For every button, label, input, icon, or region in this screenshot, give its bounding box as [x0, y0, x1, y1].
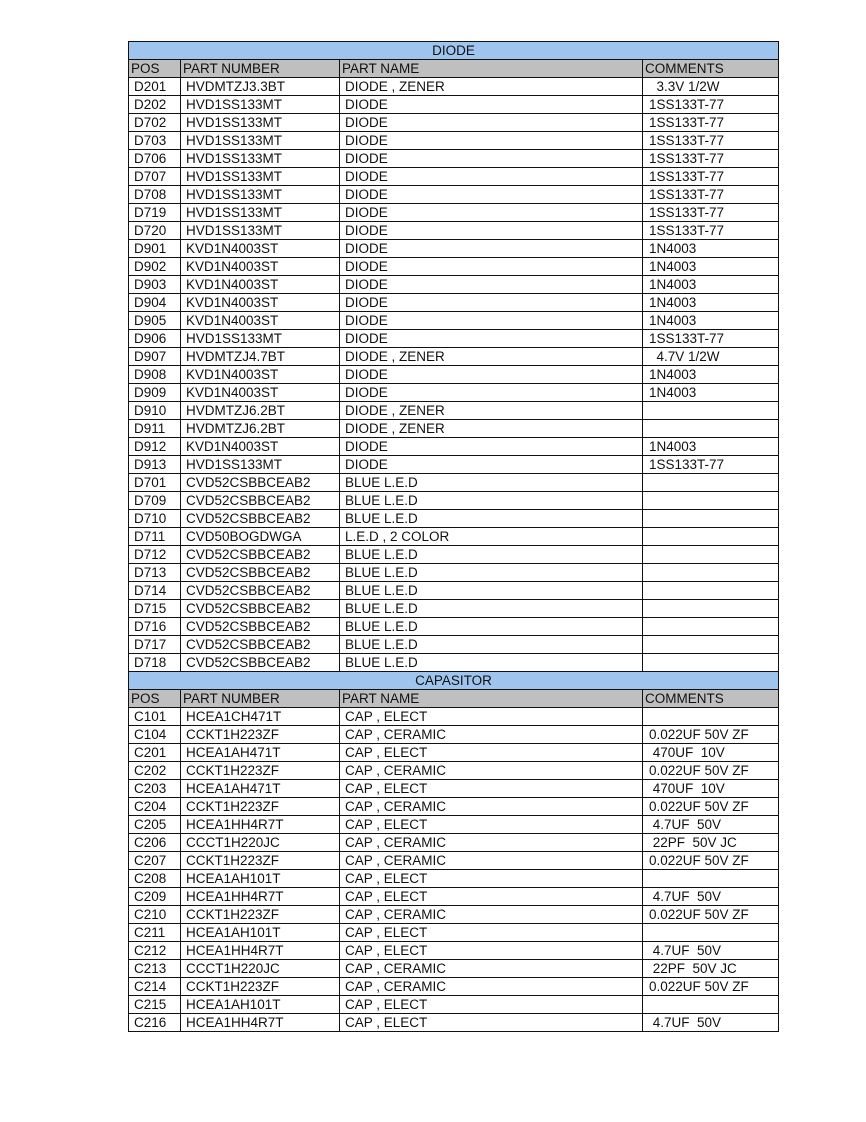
comments-cell: 1SS133T-77	[643, 222, 779, 240]
part-name-cell: BLUE L.E.D	[340, 618, 643, 636]
table-row	[129, 78, 779, 96]
part-number-cell: HCEA1AH101T	[181, 924, 340, 942]
table-row	[129, 618, 779, 636]
pos-cell: D710	[129, 510, 181, 528]
comments-cell: 0.022UF 50V ZF	[643, 852, 779, 870]
table-row	[129, 708, 779, 726]
pos-cell: D714	[129, 582, 181, 600]
part-number-cell: HVDMTZJ3.3BT	[181, 78, 340, 96]
pos-cell: D703	[129, 132, 181, 150]
pos-cell: C201	[129, 744, 181, 762]
pos-cell: C210	[129, 906, 181, 924]
part-number-cell: CVD52CSBBCEAB2	[181, 510, 340, 528]
part-number-cell: HCEA1AH101T	[181, 996, 340, 1014]
pos-cell: C101	[129, 708, 181, 726]
table-row	[129, 150, 779, 168]
table-row	[129, 780, 779, 798]
part-number-cell: KVD1N4003ST	[181, 366, 340, 384]
table-row	[129, 330, 779, 348]
comments-cell: 1N4003	[643, 276, 779, 294]
comments-header: COMMENTS	[643, 690, 779, 708]
table-row	[129, 960, 779, 978]
part-number-cell: HVD1SS133MT	[181, 222, 340, 240]
part-number-cell: HCEA1CH471T	[181, 708, 340, 726]
comments-cell: 1N4003	[643, 312, 779, 330]
part-number-cell: KVD1N4003ST	[181, 438, 340, 456]
pos-cell: D911	[129, 420, 181, 438]
pos-cell: D712	[129, 546, 181, 564]
column-header-row	[129, 690, 779, 708]
table-row	[129, 294, 779, 312]
pos-cell: C207	[129, 852, 181, 870]
pos-cell: D706	[129, 150, 181, 168]
part-number-cell: HVD1SS133MT	[181, 114, 340, 132]
pos-cell: D909	[129, 384, 181, 402]
pos-cell: C209	[129, 888, 181, 906]
part-number-cell: CVD52CSBBCEAB2	[181, 546, 340, 564]
comments-cell	[643, 618, 779, 636]
section-title: DIODE	[129, 42, 779, 60]
table-row	[129, 870, 779, 888]
table-row	[129, 528, 779, 546]
part-number-cell: HVDMTZJ6.2BT	[181, 402, 340, 420]
table-row	[129, 96, 779, 114]
part-name-cell: DIODE , ZENER	[340, 78, 643, 96]
section-title-row	[129, 42, 779, 60]
table-row	[129, 1014, 779, 1032]
part-name-cell: CAP , CERAMIC	[340, 834, 643, 852]
pos-cell: D718	[129, 654, 181, 672]
part-number-cell: KVD1N4003ST	[181, 240, 340, 258]
part-number-cell: HVD1SS133MT	[181, 168, 340, 186]
part-number-cell: KVD1N4003ST	[181, 258, 340, 276]
parts-list-body	[129, 42, 779, 1032]
comments-cell	[643, 600, 779, 618]
pos-cell: D711	[129, 528, 181, 546]
part-name-cell: DIODE , ZENER	[340, 402, 643, 420]
pos-cell: C206	[129, 834, 181, 852]
part-number-cell: CVD52CSBBCEAB2	[181, 600, 340, 618]
part-name-cell: CAP , CERAMIC	[340, 978, 643, 996]
table-row	[129, 420, 779, 438]
pos-header: POS	[129, 690, 181, 708]
comments-cell: 4.7V 1/2W	[643, 348, 779, 366]
table-row	[129, 996, 779, 1014]
comments-cell	[643, 492, 779, 510]
part-number-cell: CVD52CSBBCEAB2	[181, 564, 340, 582]
pos-cell: D701	[129, 474, 181, 492]
pos-cell: D715	[129, 600, 181, 618]
table-row	[129, 402, 779, 420]
part-number-cell: HVD1SS133MT	[181, 456, 340, 474]
part-name-cell: BLUE L.E.D	[340, 492, 643, 510]
table-row	[129, 582, 779, 600]
pos-cell: D717	[129, 636, 181, 654]
pos-cell: D709	[129, 492, 181, 510]
comments-cell: 22PF 50V JC	[643, 834, 779, 852]
pos-cell: C212	[129, 942, 181, 960]
table-row	[129, 924, 779, 942]
part-number-cell: CCKT1H223ZF	[181, 726, 340, 744]
comments-cell	[643, 402, 779, 420]
section-title: CAPASITOR	[129, 672, 779, 690]
table-row	[129, 798, 779, 816]
pos-cell: C202	[129, 762, 181, 780]
part-name-cell: CAP , CERAMIC	[340, 762, 643, 780]
part-name-cell: DIODE	[340, 96, 643, 114]
pos-cell: D907	[129, 348, 181, 366]
part-number-cell: HVD1SS133MT	[181, 186, 340, 204]
comments-cell: 1N4003	[643, 294, 779, 312]
comments-cell: 4.7UF 50V	[643, 816, 779, 834]
comments-cell	[643, 870, 779, 888]
comments-cell: 1SS133T-77	[643, 204, 779, 222]
part-name-cell: DIODE	[340, 240, 643, 258]
part-number-cell: KVD1N4003ST	[181, 276, 340, 294]
column-header-row	[129, 60, 779, 78]
part-number-cell: CCKT1H223ZF	[181, 798, 340, 816]
part-number-cell: HVD1SS133MT	[181, 96, 340, 114]
parts-list-table	[128, 41, 779, 1032]
comments-cell: 3.3V 1/2W	[643, 78, 779, 96]
table-row	[129, 564, 779, 582]
comments-cell: 0.022UF 50V ZF	[643, 762, 779, 780]
part-number-cell: CCCT1H220JC	[181, 834, 340, 852]
pos-cell: D906	[129, 330, 181, 348]
pos-cell: C203	[129, 780, 181, 798]
part-number-cell: CVD52CSBBCEAB2	[181, 618, 340, 636]
part-number-cell: CVD52CSBBCEAB2	[181, 474, 340, 492]
part-number-cell: HVDMTZJ6.2BT	[181, 420, 340, 438]
part-number-cell: HVD1SS133MT	[181, 204, 340, 222]
part-name-cell: L.E.D , 2 COLOR	[340, 528, 643, 546]
part-name-cell: CAP , CERAMIC	[340, 906, 643, 924]
part-name-cell: BLUE L.E.D	[340, 636, 643, 654]
comments-cell: 0.022UF 50V ZF	[643, 906, 779, 924]
part-number-cell: CVD52CSBBCEAB2	[181, 492, 340, 510]
part-name-cell: DIODE	[340, 186, 643, 204]
table-row	[129, 492, 779, 510]
comments-cell	[643, 636, 779, 654]
part-name-cell: CAP , ELECT	[340, 1014, 643, 1032]
part-number-cell: HCEA1AH471T	[181, 744, 340, 762]
pos-cell: D910	[129, 402, 181, 420]
table-row	[129, 744, 779, 762]
part-name-cell: CAP , ELECT	[340, 708, 643, 726]
part-name-cell: CAP , CERAMIC	[340, 852, 643, 870]
pos-cell: C215	[129, 996, 181, 1014]
part-name-cell: CAP , ELECT	[340, 780, 643, 798]
part-number-cell: KVD1N4003ST	[181, 384, 340, 402]
comments-cell	[643, 564, 779, 582]
part-name-cell: BLUE L.E.D	[340, 582, 643, 600]
pos-cell: C205	[129, 816, 181, 834]
table-row	[129, 186, 779, 204]
table-row	[129, 258, 779, 276]
part-number-cell: HCEA1AH101T	[181, 870, 340, 888]
part-number-cell: HCEA1HH4R7T	[181, 942, 340, 960]
comments-cell	[643, 654, 779, 672]
table-row	[129, 546, 779, 564]
part-number-cell: CCKT1H223ZF	[181, 978, 340, 996]
table-row	[129, 312, 779, 330]
part-name-cell: DIODE	[340, 258, 643, 276]
part-name-cell: CAP , CERAMIC	[340, 798, 643, 816]
comments-cell	[643, 708, 779, 726]
comments-cell	[643, 528, 779, 546]
pos-cell: D912	[129, 438, 181, 456]
table-row	[129, 888, 779, 906]
part-name-cell: DIODE	[340, 204, 643, 222]
pos-cell: D702	[129, 114, 181, 132]
part-name-cell: BLUE L.E.D	[340, 474, 643, 492]
table-row	[129, 114, 779, 132]
comments-cell	[643, 474, 779, 492]
part-number-cell: CVD52CSBBCEAB2	[181, 654, 340, 672]
table-row	[129, 636, 779, 654]
table-row	[129, 222, 779, 240]
comments-cell: 0.022UF 50V ZF	[643, 726, 779, 744]
part-name-cell: BLUE L.E.D	[340, 510, 643, 528]
pos-cell: D902	[129, 258, 181, 276]
part-name-cell: CAP , CERAMIC	[340, 726, 643, 744]
part-name-cell: DIODE	[340, 150, 643, 168]
pos-cell: C211	[129, 924, 181, 942]
table-row	[129, 852, 779, 870]
comments-cell: 1SS133T-77	[643, 150, 779, 168]
part-name-cell: DIODE	[340, 222, 643, 240]
part-name-cell: CAP , ELECT	[340, 816, 643, 834]
pos-cell: C208	[129, 870, 181, 888]
part-name-cell: DIODE	[340, 330, 643, 348]
comments-cell: 1N4003	[643, 384, 779, 402]
part-name-cell: CAP , CERAMIC	[340, 960, 643, 978]
part-number-cell: HCEA1HH4R7T	[181, 816, 340, 834]
part-name-cell: CAP , ELECT	[340, 942, 643, 960]
table-row	[129, 978, 779, 996]
comments-cell: 4.7UF 50V	[643, 1014, 779, 1032]
part-number-cell: HVDMTZJ4.7BT	[181, 348, 340, 366]
part-name-cell: BLUE L.E.D	[340, 546, 643, 564]
comments-cell: 1SS133T-77	[643, 114, 779, 132]
table-row	[129, 276, 779, 294]
comments-cell: 1N4003	[643, 438, 779, 456]
part-name-cell: DIODE	[340, 438, 643, 456]
pos-cell: D904	[129, 294, 181, 312]
comments-cell	[643, 582, 779, 600]
table-row	[129, 834, 779, 852]
table-row	[129, 348, 779, 366]
table-row	[129, 168, 779, 186]
part-number-cell: HVD1SS133MT	[181, 132, 340, 150]
pos-cell: D719	[129, 204, 181, 222]
table-row	[129, 366, 779, 384]
part-name-cell: DIODE	[340, 366, 643, 384]
part-number-header: PART NUMBER	[181, 690, 340, 708]
comments-cell	[643, 924, 779, 942]
table-row	[129, 816, 779, 834]
part-number-cell: CCKT1H223ZF	[181, 906, 340, 924]
part-number-cell: HCEA1HH4R7T	[181, 1014, 340, 1032]
pos-cell: D713	[129, 564, 181, 582]
part-number-header: PART NUMBER	[181, 60, 340, 78]
pos-cell: D708	[129, 186, 181, 204]
table-row	[129, 384, 779, 402]
pos-cell: D720	[129, 222, 181, 240]
part-name-cell: CAP , ELECT	[340, 870, 643, 888]
comments-cell: 0.022UF 50V ZF	[643, 978, 779, 996]
comments-cell: 470UF 10V	[643, 780, 779, 798]
comments-cell: 1N4003	[643, 258, 779, 276]
part-name-cell: DIODE , ZENER	[340, 420, 643, 438]
comments-cell: 4.7UF 50V	[643, 942, 779, 960]
pos-cell: D913	[129, 456, 181, 474]
pos-header: POS	[129, 60, 181, 78]
pos-cell: D707	[129, 168, 181, 186]
table-row	[129, 762, 779, 780]
table-row	[129, 906, 779, 924]
comments-cell	[643, 420, 779, 438]
part-name-header: PART NAME	[340, 690, 643, 708]
comments-cell: 1SS133T-77	[643, 96, 779, 114]
comments-cell: 22PF 50V JC	[643, 960, 779, 978]
pos-cell: D905	[129, 312, 181, 330]
comments-header: COMMENTS	[643, 60, 779, 78]
pos-cell: D903	[129, 276, 181, 294]
table-row	[129, 600, 779, 618]
part-name-cell: CAP , ELECT	[340, 924, 643, 942]
part-number-cell: HVD1SS133MT	[181, 150, 340, 168]
pos-cell: D901	[129, 240, 181, 258]
part-name-header: PART NAME	[340, 60, 643, 78]
comments-cell: 4.7UF 50V	[643, 888, 779, 906]
part-name-cell: DIODE	[340, 456, 643, 474]
part-name-cell: CAP , ELECT	[340, 996, 643, 1014]
table-row	[129, 474, 779, 492]
pos-cell: C104	[129, 726, 181, 744]
comments-cell: 1SS133T-77	[643, 186, 779, 204]
table-row	[129, 726, 779, 744]
pos-cell: D908	[129, 366, 181, 384]
pos-cell: D716	[129, 618, 181, 636]
table-row	[129, 132, 779, 150]
table-row	[129, 510, 779, 528]
comments-cell: 1N4003	[643, 240, 779, 258]
pos-cell: D201	[129, 78, 181, 96]
part-number-cell: CVD52CSBBCEAB2	[181, 636, 340, 654]
part-number-cell: HVD1SS133MT	[181, 330, 340, 348]
comments-cell: 1SS133T-77	[643, 330, 779, 348]
table-row	[129, 204, 779, 222]
comments-cell: 470UF 10V	[643, 744, 779, 762]
pos-cell: D202	[129, 96, 181, 114]
pos-cell: C216	[129, 1014, 181, 1032]
table-row	[129, 438, 779, 456]
comments-cell: 0.022UF 50V ZF	[643, 798, 779, 816]
part-name-cell: DIODE	[340, 384, 643, 402]
part-number-cell: CCKT1H223ZF	[181, 762, 340, 780]
pos-cell: C213	[129, 960, 181, 978]
comments-cell: 1SS133T-77	[643, 456, 779, 474]
table-row	[129, 654, 779, 672]
part-number-cell: KVD1N4003ST	[181, 294, 340, 312]
comments-cell: 1SS133T-77	[643, 168, 779, 186]
table-row	[129, 240, 779, 258]
part-name-cell: DIODE , ZENER	[340, 348, 643, 366]
part-number-cell: CVD52CSBBCEAB2	[181, 582, 340, 600]
part-name-cell: DIODE	[340, 312, 643, 330]
part-number-cell: KVD1N4003ST	[181, 312, 340, 330]
part-name-cell: DIODE	[340, 294, 643, 312]
part-name-cell: BLUE L.E.D	[340, 564, 643, 582]
table-row	[129, 456, 779, 474]
comments-cell	[643, 546, 779, 564]
pos-cell: C204	[129, 798, 181, 816]
part-name-cell: DIODE	[340, 168, 643, 186]
pos-cell: C214	[129, 978, 181, 996]
part-number-cell: CCKT1H223ZF	[181, 852, 340, 870]
part-number-cell: CCCT1H220JC	[181, 960, 340, 978]
part-name-cell: DIODE	[340, 276, 643, 294]
part-number-cell: HCEA1HH4R7T	[181, 888, 340, 906]
part-name-cell: BLUE L.E.D	[340, 600, 643, 618]
comments-cell: 1SS133T-77	[643, 132, 779, 150]
comments-cell: 1N4003	[643, 366, 779, 384]
part-name-cell: CAP , ELECT	[340, 744, 643, 762]
comments-cell	[643, 996, 779, 1014]
part-name-cell: DIODE	[340, 132, 643, 150]
comments-cell	[643, 510, 779, 528]
part-name-cell: BLUE L.E.D	[340, 654, 643, 672]
part-number-cell: HCEA1AH471T	[181, 780, 340, 798]
part-number-cell: CVD50BOGDWGA	[181, 528, 340, 546]
part-name-cell: CAP , ELECT	[340, 888, 643, 906]
table-row	[129, 942, 779, 960]
section-title-row	[129, 672, 779, 690]
part-name-cell: DIODE	[340, 114, 643, 132]
